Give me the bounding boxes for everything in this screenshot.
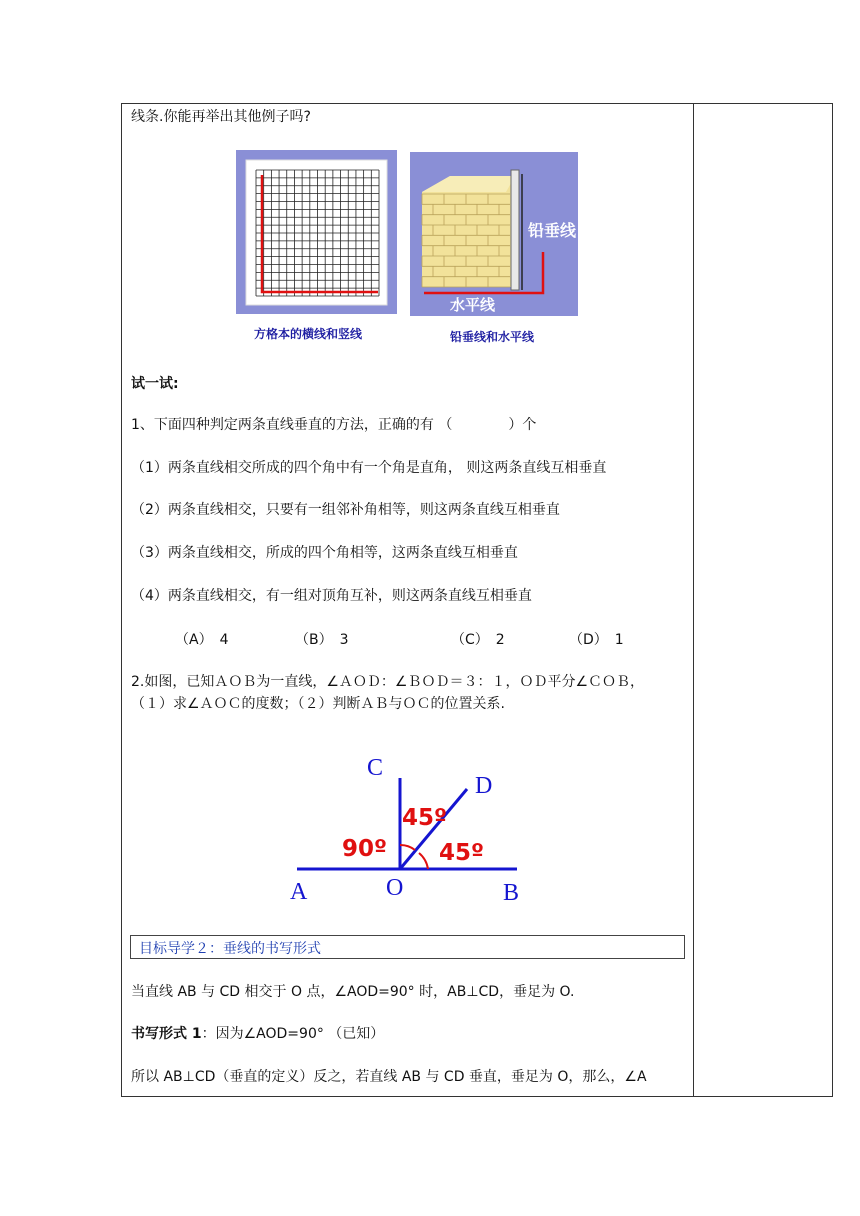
intro-line: 线条.你能再举出其他例子吗? bbox=[131, 109, 311, 125]
goal-2-title: 目标导学２：垂线的书写形式 bbox=[139, 941, 321, 957]
angle-figure bbox=[285, 745, 535, 910]
q1-stem: 1、下面四种判定两条直线垂直的方法，正确的有 （ ）个 bbox=[131, 417, 537, 433]
try-heading: 试一试: bbox=[131, 376, 179, 392]
level-line-label: 水平线 bbox=[450, 296, 496, 314]
writing-form-text: ：因为∠AOD=90° （已知） bbox=[201, 1026, 385, 1042]
q1-option-b: （B） 3 bbox=[295, 632, 349, 648]
brick-wall-drawing bbox=[410, 152, 578, 316]
label-b: B bbox=[503, 880, 520, 906]
angle-90-label: 90º bbox=[342, 836, 387, 862]
grid-notebook-drawing bbox=[236, 150, 397, 314]
q1-item-2: （2）两条直线相交，只要有一组邻补角相等，则这两条直线互相垂直 bbox=[131, 502, 560, 518]
label-a: A bbox=[290, 879, 308, 905]
q1-option-d: （D） 1 bbox=[569, 632, 624, 648]
q2-line-1: 2.如图，已知ＡＯＢ为一直线，∠ＡＯＤ：∠ＢＯＤ＝３：１，ＯＤ平分∠ＣＯＢ， bbox=[131, 674, 645, 690]
angle-45-right-label: 45º bbox=[439, 840, 484, 866]
wall-caption: 铅垂线和水平线 bbox=[450, 330, 535, 344]
plumb-line-label: 铅垂线 bbox=[528, 221, 577, 240]
label-c: C bbox=[367, 755, 384, 781]
q1-option-c: （C） 2 bbox=[451, 632, 505, 648]
q1-item-4: （4）两条直线相交，有一组对顶角互补，则这两条直线互相垂直 bbox=[131, 588, 532, 604]
q2-line-2: （１）求∠ＡＯＣ的度数；（２）判断ＡＢ与ＯＣ的位置关系. bbox=[131, 696, 505, 712]
q1-option-a: （A） 4 bbox=[175, 632, 229, 648]
writing-form-label: 书写形式 1 bbox=[131, 1026, 202, 1042]
arc-cod bbox=[400, 845, 415, 850]
paragraph-converse: 所以 AB⊥CD（垂直的定义）反之，若直线 AB 与 CD 垂直，垂足为 O，那么，∠A bbox=[131, 1069, 647, 1085]
grid-caption: 方格本的横线和竖线 bbox=[254, 327, 363, 341]
brick-wall-image bbox=[410, 152, 578, 316]
arc-dob bbox=[419, 853, 428, 869]
q1-item-1: （1）两条直线相交所成的四个角中有一个角是直角， 则这两条直线互相垂直 bbox=[131, 460, 607, 476]
grid-notebook-image bbox=[236, 150, 397, 314]
table-column-divider bbox=[693, 103, 694, 1097]
label-d: D bbox=[475, 773, 493, 799]
label-o: O bbox=[386, 875, 404, 901]
paragraph-definition: 当直线 AB 与 CD 相交于 O 点，∠AOD=90° 时，AB⊥CD，垂足为 O. bbox=[131, 984, 575, 1000]
angle-45-top-label: 45º bbox=[402, 805, 447, 831]
goal-2-box bbox=[130, 935, 685, 959]
q1-item-3: （3）两条直线相交，所成的四个角相等，这两条直线互相垂直 bbox=[131, 545, 518, 561]
writing-form-line bbox=[131, 1025, 384, 1043]
